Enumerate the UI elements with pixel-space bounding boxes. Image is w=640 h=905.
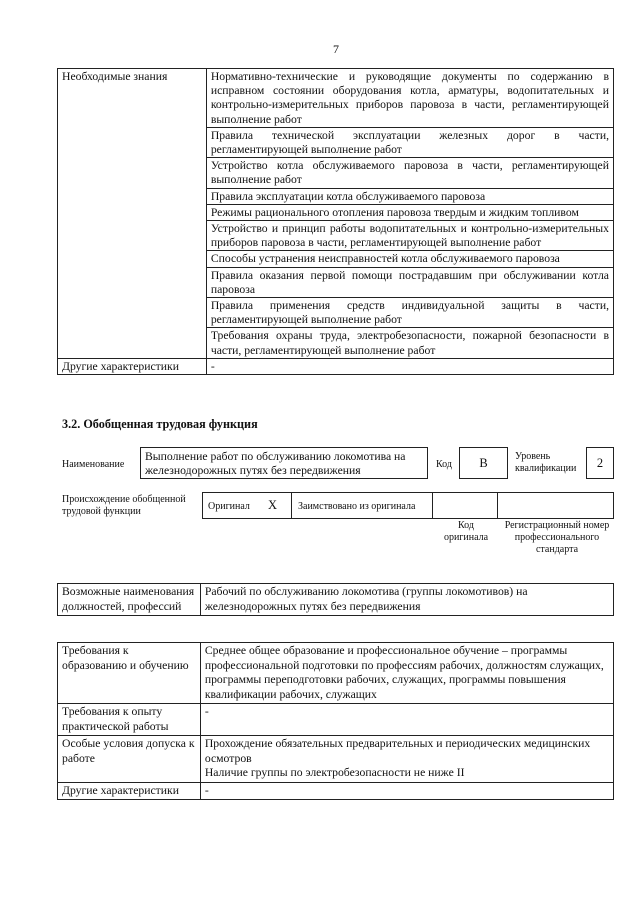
code-label: Код <box>436 459 452 470</box>
level-value-text: 2 <box>596 456 604 470</box>
name-label: Наименование <box>62 459 125 470</box>
reg-number-caption: Регистрационный номер профессионального стандарта <box>504 520 610 555</box>
other-characteristics-value-2: - <box>200 782 613 800</box>
level-value <box>586 447 614 479</box>
special-conditions-value <box>200 736 613 783</box>
special-condition-2: Наличие группы по электробезопасности не ниже II <box>204 766 465 779</box>
page-number: 7 <box>333 42 339 56</box>
name-value <box>140 447 428 479</box>
knowledge-item: Правила технической эксплуатации железных дорог в части, регламентирующей выполнение работ <box>206 127 613 157</box>
knowledge-item: Правила оказания первой помощи пострадавшим при обслуживании котла паровоза <box>206 267 613 297</box>
knowledge-item: Режимы рационального отопления паровоза твердым и жидким топливом <box>206 204 613 220</box>
education-label: Требования к образованию и обучению <box>58 643 201 704</box>
knowledge-item: Нормативно-технические и руководящие документы по содержанию в исправном состоянии оборудования котла, арматуры, водопитательных и контрольно-измерительных приборов паровоза в части, регламентирующей выполнение работ <box>206 69 613 128</box>
experience-value: - <box>200 704 613 736</box>
positions-label: Возможные наименования должностей, профессий <box>58 584 201 616</box>
requirements-table <box>57 642 614 800</box>
knowledge-item: Устройство котла обслуживаемого паровоза в части, регламентирующей выполнение работ <box>206 158 613 188</box>
section-title: 3.2. Обобщенная трудовая функция <box>62 417 258 431</box>
level-label: Уровень квалификации <box>515 451 577 474</box>
borrowed-label: Заимствовано из оригинала <box>298 501 416 512</box>
knowledge-item: Устройство и принцип работы водопитательных и контрольно-измерительных приборов паровоза в части, регламентирующей выполнение работ <box>206 221 613 251</box>
knowledge-label: Необходимые знания <box>58 69 207 359</box>
knowledge-item: Правила эксплуатации котла обслуживаемого паровоза <box>206 188 613 204</box>
special-conditions-label: Особые условия допуска к работе <box>58 736 201 783</box>
original-label: Оригинал <box>208 501 250 512</box>
original-cell <box>202 492 292 519</box>
code-original-cell <box>432 492 498 519</box>
other-characteristics-label-2: Другие характеристики <box>58 782 201 800</box>
original-mark: Х <box>268 498 278 512</box>
positions-table <box>57 583 614 616</box>
other-characteristics-label: Другие характеристики <box>58 358 207 374</box>
education-value: Среднее общее образование и профессиональное обучение – программы профессиональной подготовки по профессиям рабочих, должностям служащих, программы переподготовки рабочих, служащих, программы повышения квалификации рабочих, служащих <box>200 643 613 704</box>
code-value <box>459 447 508 479</box>
name-value-text: Выполнение работ по обслуживанию локомотива на железнодорожных путях без передвижения <box>145 450 406 477</box>
knowledge-table <box>57 68 614 375</box>
reg-number-cell <box>497 492 614 519</box>
special-condition-1: Прохождение обязательных предварительных и периодических медицинских осмотров <box>204 737 591 765</box>
code-original-caption: Код оригинала <box>443 520 489 543</box>
knowledge-item: Требования охраны труда, электробезопасности, пожарной безопасности в части, регламентирующей выполнение работ <box>206 328 613 358</box>
positions-value: Рабочий по обслуживанию локомотива (группы локомотивов) на железнодорожных путях без передвижения <box>200 584 613 616</box>
code-value-text: В <box>479 456 488 470</box>
origin-label: Происхождение обобщенной трудовой функции <box>62 494 186 517</box>
other-characteristics-value: - <box>206 358 613 374</box>
knowledge-item: Способы устранения неисправностей котла обслуживаемого паровоза <box>206 251 613 267</box>
knowledge-item: Правила применения средств индивидуальной защиты в части, регламентирующей выполнение работ <box>206 298 613 328</box>
experience-label: Требования к опыту практической работы <box>58 704 201 736</box>
borrowed-cell <box>291 492 433 519</box>
